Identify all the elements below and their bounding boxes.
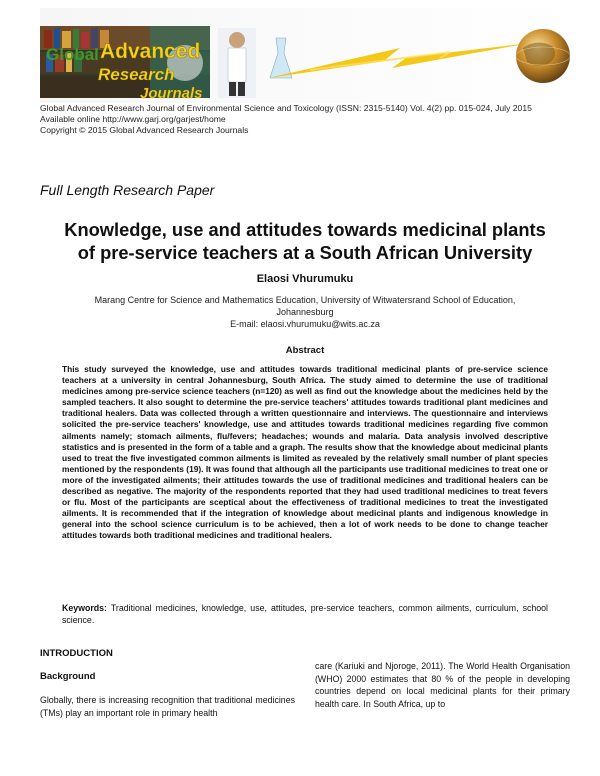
body-right-column: care (Kariuki and Njoroge, 2011). The World Health Organisation (WHO) 2000 estimates that 80 % of the people in developing countries depend on local medicinal plants for their primary health care. In South Africa, up to — [315, 661, 570, 709]
affiliation-line-1: Marang Centre for Science and Mathematics Education, University of Witwatersrand School of Education, — [94, 295, 516, 305]
citation-line: Global Advanced Research Journal of Environmental Science and Toxicology (ISSN: 2315-5140) Vol. 4(2) pp. 015-024, July 2015 — [40, 103, 532, 113]
paper-title — [40, 218, 570, 264]
author-email: E-mail: elaosi.vhurumuku@wits.ac.za — [230, 319, 380, 329]
title-line-1: Knowledge, use and attitudes towards medicinal plants — [64, 219, 546, 240]
journal-banner — [40, 8, 570, 103]
copyright-line: Copyright © 2015 Global Advanced Research Journals — [40, 125, 249, 135]
abstract-text: This study surveyed the knowledge, use and attitudes towards traditional medicinal plants of pre-service science teachers at a university in central Johannesburg, South Africa. The study aimed to determine the use of traditional medicines among pre-service science teachers (n=120) as well as find out the knowledge about the medicines held by the sampled teachers. It also sought to determine the pre-service teachers' attitudes towards traditional plant medicines and traditional healers. Data was collected through a written questionnaire and interviews. The questionnaire and interviews solicited the pre-service teachers' knowledge, use and attitudes towards traditional medicines regarding five common ailments namely; stomach ailments, flu/fevers; headaches; wounds and malaria. Data analysis involved descriptive statistics and is presented in the form of a table and a graph. The results show that the knowledge about medicinal plants used to treat the five investigated common ailments is limited as revealed by the relatively small number of plant species mentioned by the respondents (19). It was found that although all the participants use traditional medicines to treat one or more of the investigated ailments; their attitudes towards the use of traditional medicines and traditional healers can be described as negative. The majority of the respondents reported that they had used traditional medicines to treat fevers or flu. Most of the participants are sceptical about the effectiveness of traditional medicines to treat the investigated ailments. It is recommended that if the integration of knowledge about medicinal plants and indigenous knowledge in general into the school science curriculum is to be achieved, then a lot of work needs to be done to change teacher attitudes towards both traditional medicines and traditional healers. — [62, 364, 548, 541]
keywords-text: Traditional medicines, knowledge, use, attitudes, pre-service teachers, common ailments, curriculum, school science. — [62, 603, 548, 625]
title-line-2: of pre-service teachers at a South African University — [77, 242, 533, 263]
author-affiliation — [70, 294, 540, 330]
logo-text-research: Research — [98, 65, 175, 84]
background-heading: Background — [40, 671, 96, 682]
keywords-label: Keywords: — [62, 603, 107, 613]
availability-line — [40, 114, 532, 125]
body-left-column: Globally, there is increasing recognition that traditional medicines (TMs) play an important role in primary health — [40, 695, 295, 718]
abstract-heading: Abstract — [285, 345, 325, 356]
logo-text-global: Global — [46, 45, 99, 64]
globe-image — [516, 29, 570, 83]
keywords — [62, 602, 548, 626]
available-prefix: Available online — [40, 114, 103, 124]
introduction-heading: INTRODUCTION — [40, 648, 113, 659]
logo-text-advanced: Advanced — [100, 40, 201, 63]
journal-meta — [40, 103, 532, 136]
logo-text-journals: Journals — [140, 85, 203, 102]
affiliation-line-2: Johannesburg — [276, 307, 334, 317]
journal-url-link[interactable]: http://www.garj.org/garjest/home — [102, 114, 226, 124]
paper-type: Full Length Research Paper — [40, 182, 215, 198]
author-name: Elaosi Vhurumuku — [256, 273, 354, 285]
